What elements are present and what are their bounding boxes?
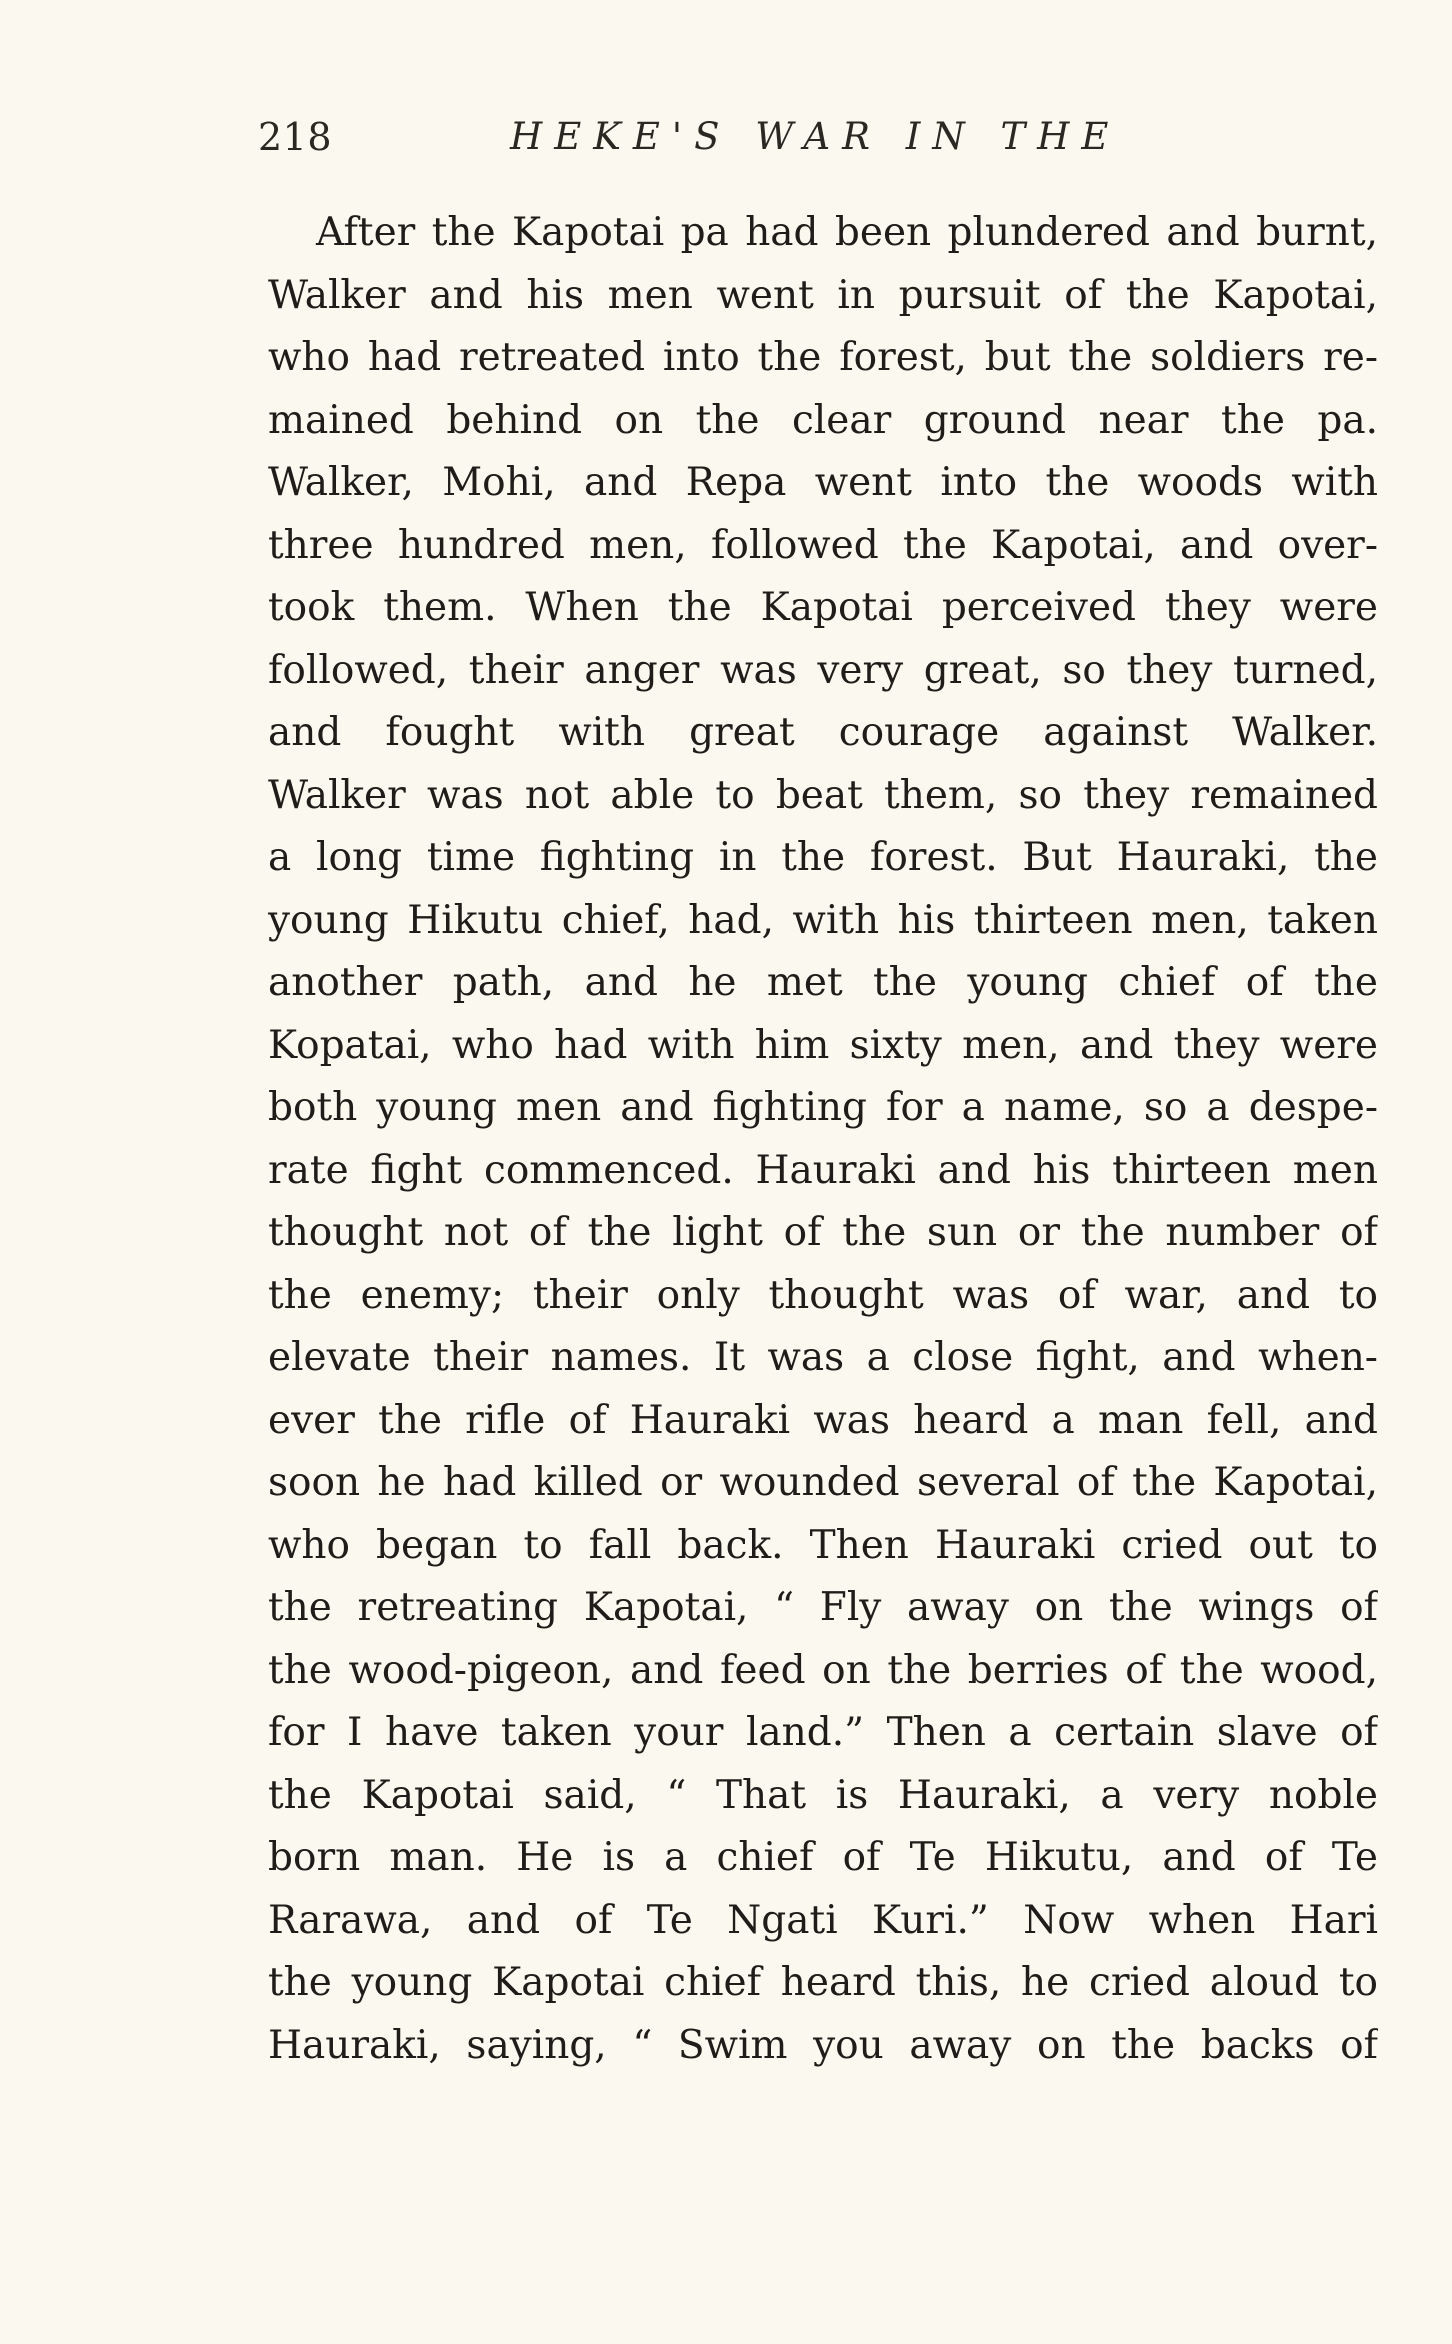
text-line: the Kapotai said, “ That is Hauraki, a very noble (268, 1772, 1378, 1818)
text-line: followed, their anger was very great, so they turned, (268, 647, 1378, 693)
text-line: thought not of the light of the sun or the number of (268, 1210, 1378, 1255)
text-line: soon he had killed or wounded several of the Kapotai, (268, 1460, 1378, 1505)
text-line: for I have taken your land.” Then a certain slave of (268, 1710, 1378, 1755)
text-line: rate fight commenced. Hauraki and his thirteen men (268, 1147, 1378, 1193)
text-line: who had retreated into the forest, but the soldiers re- (268, 335, 1378, 380)
page-number: 218 (258, 115, 333, 159)
text-line: Rarawa, and of Te Ngati Kuri.” Now when Hari (268, 1897, 1378, 1943)
text-line: a long time fighting in the forest. But Hauraki, the (268, 835, 1378, 880)
text-line: both young men and fighting for a name, so a despe- (268, 1085, 1378, 1130)
text-line: who began to fall back. Then Hauraki cried out to (268, 1522, 1378, 1568)
text-line: the retreating Kapotai, “ Fly away on the wings of (268, 1585, 1378, 1630)
text-line: Walker and his men went in pursuit of the Kapotai, (268, 272, 1378, 318)
text-line: the young Kapotai chief heard this, he cried aloud to (268, 1960, 1378, 2005)
text-line: mained behind on the clear ground near the pa. (268, 397, 1378, 443)
page-header (258, 115, 1121, 178)
text-line: the enemy; their only thought was of war, and to (268, 1272, 1378, 1318)
text-line: young Hikutu chief, had, with his thirteen men, taken (268, 897, 1378, 943)
text-line: born man. He is a chief of Te Hikutu, and of Te (268, 1835, 1378, 1880)
text-line: elevate their names. It was a close fight, and when- (268, 1335, 1378, 1380)
text-line: ever the rifle of Hauraki was heard a man fell, and (268, 1397, 1378, 1443)
running-head: HEKE'S WAR IN THE (510, 115, 1121, 158)
body-text (268, 202, 1378, 2077)
text-line: another path, and he met the young chief of the (268, 960, 1378, 1005)
text-line: Walker was not able to beat them, so they remained (268, 772, 1378, 818)
text-line: three hundred men, followed the Kapotai, and over- (268, 522, 1378, 568)
text-line: Hauraki, saying, “ Swim you away on the backs of (268, 2022, 1378, 2068)
text-line: the wood-pigeon, and feed on the berries of the wood, (268, 1647, 1378, 1693)
text-line: After the Kapotai pa had been plundered and burnt, (316, 210, 1378, 255)
text-line: Walker, Mohi, and Repa went into the woods with (268, 460, 1378, 505)
text-line: took them. When the Kapotai perceived they were (268, 585, 1378, 630)
text-line: Kopatai, who had with him sixty men, and they were (268, 1022, 1378, 1068)
text-line: and fought with great courage against Walker. (268, 710, 1378, 755)
